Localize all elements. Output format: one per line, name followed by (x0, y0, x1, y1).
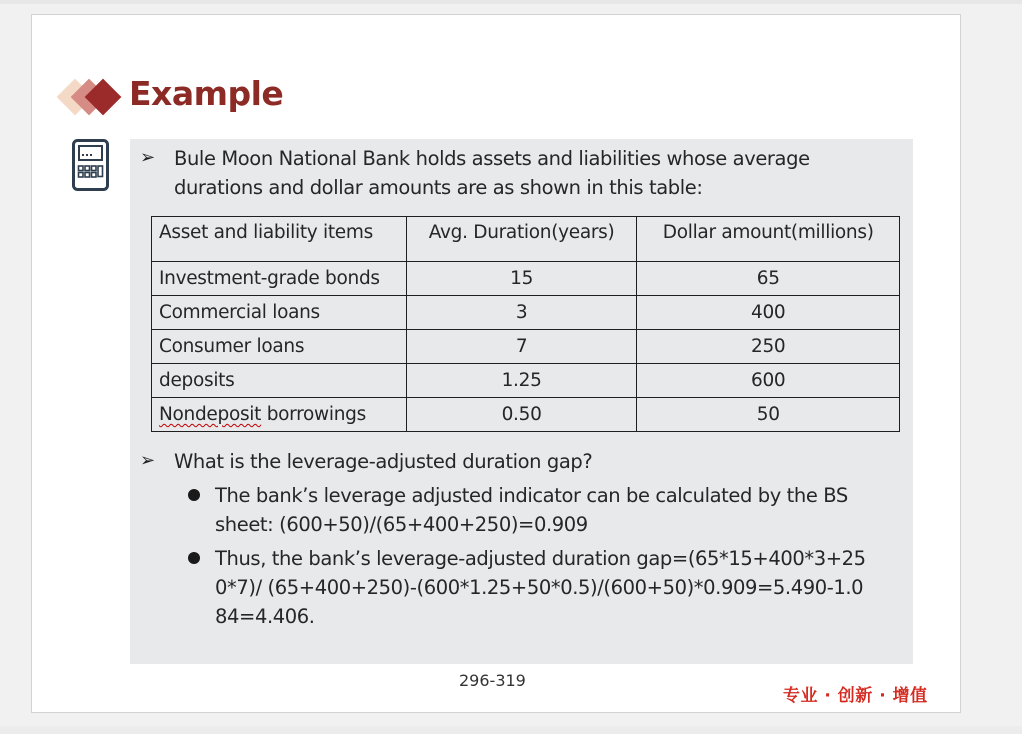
bullet-dot-icon (188, 552, 200, 564)
header-cell: Asset and liability items (152, 217, 407, 262)
table-cell: 50 (637, 398, 900, 432)
header-cell: Dollar amount(millions) (637, 217, 900, 262)
table-row (152, 398, 900, 432)
table-cell: 65 (637, 262, 900, 296)
table-cell: 15 (406, 262, 637, 296)
table-row (152, 330, 900, 364)
table-cell: deposits (152, 364, 407, 398)
diamonds-icon (56, 74, 126, 120)
table-row (152, 364, 900, 398)
arrowhead-bullet-icon: ➢ (140, 450, 156, 471)
table-header-row (152, 217, 900, 262)
window-bottom-bar (0, 726, 1022, 734)
question-text: What is the leverage-adjusted duration gap? (174, 450, 593, 473)
table-cell: 400 (637, 296, 900, 330)
intro-text: Bule Moon National Bank holds assets and liabilities whose average durations and dollar amounts are as shown in this table: (174, 147, 810, 199)
table-cell: 7 (406, 330, 637, 364)
table-cell: Consumer loans (152, 330, 407, 364)
header-cell: Avg. Duration(years) (406, 217, 637, 262)
bullet-dot-icon (188, 489, 200, 501)
calculator-icon (72, 139, 109, 191)
table-cell: 1.25 (406, 364, 637, 398)
table-cell: 0.50 (406, 398, 637, 432)
page-number: 296-319 (459, 671, 526, 690)
table-row (152, 296, 900, 330)
duration-table (151, 216, 900, 432)
table-row (152, 262, 900, 296)
window-top-bar (0, 0, 1022, 4)
spellcheck-word: Nondeposit (159, 404, 262, 425)
table-cell: 3 (406, 296, 637, 330)
sub-bullet-text: Thus, the bank’s leverage-adjusted duration gap=(65*15+400*3+250*7)/ (65+400+250)-(600*1.25+50*0.5)/(600+50)*0.909=5.490-1.084=4.406. (215, 547, 866, 628)
sub-bullet-text: The bank’s leverage adjusted indicator can be calculated by the BS sheet: (600+50)/(65+400+250)=0.909 (215, 484, 848, 536)
arrowhead-bullet-icon: ➢ (140, 147, 156, 168)
table-cell: 250 (637, 330, 900, 364)
table-cell: Commercial loans (152, 296, 407, 330)
table-cell-text: borrowings (261, 404, 366, 425)
table-cell: Investment-grade bonds (152, 262, 407, 296)
table-cell: 600 (637, 364, 900, 398)
slogan-text: 专业 · 创新 · 增值 (783, 686, 928, 706)
table-cell (152, 398, 407, 432)
slide-title: Example (129, 74, 284, 113)
